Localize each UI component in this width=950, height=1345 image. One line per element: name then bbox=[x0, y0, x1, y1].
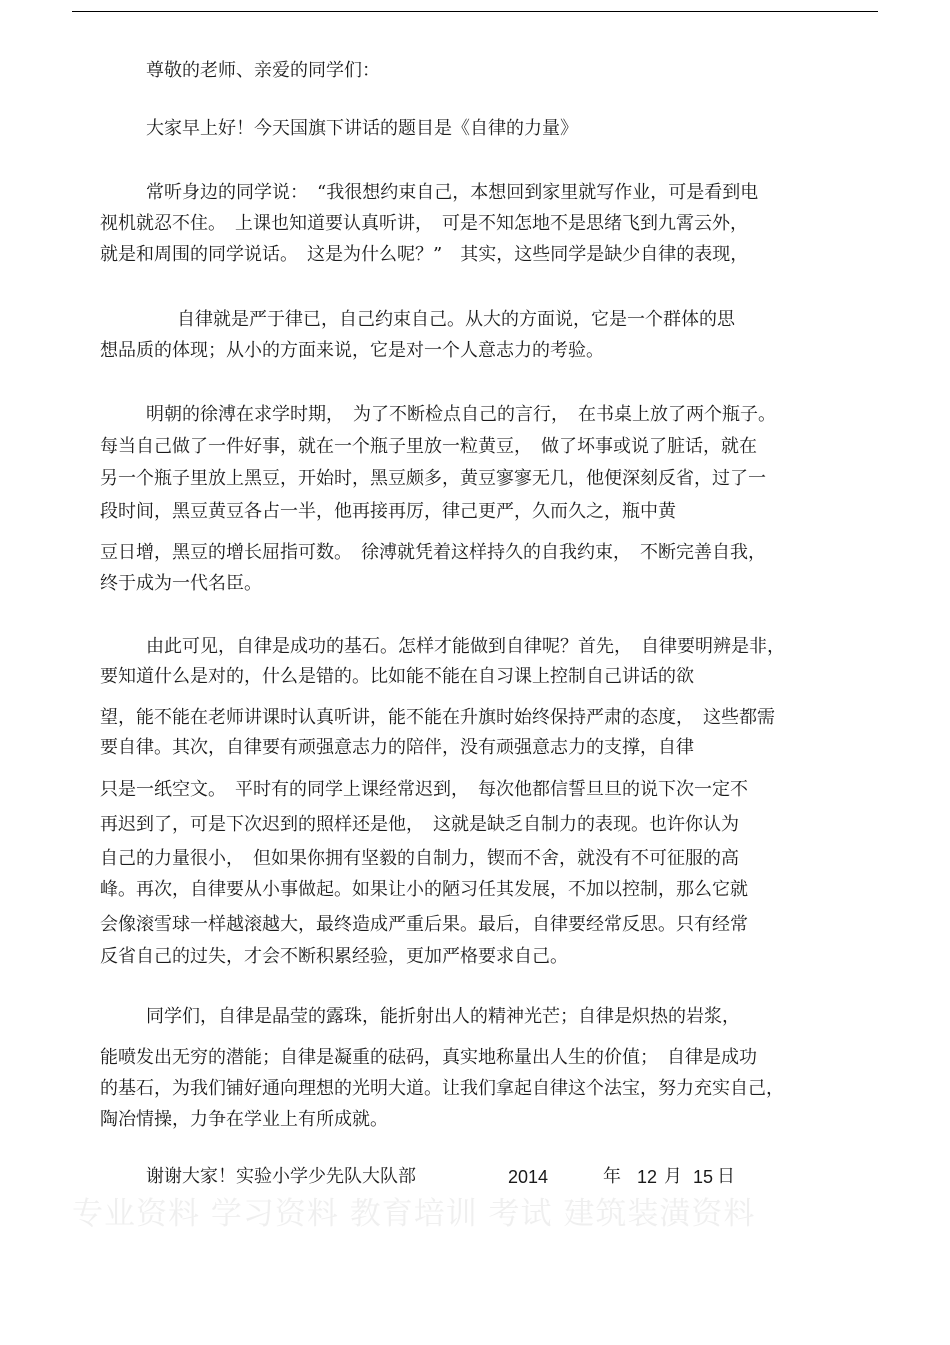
para4-line: 由此可见，自律是成功的基石。怎样才能做到自律呢？首先， 自律要明辨是非， bbox=[146, 636, 785, 657]
para2-line: 自律就是严于律已，自己约束自己。从大的方面说，它是一个群体的思 bbox=[177, 309, 735, 330]
intro-line: 大家早上好！今天国旗下讲话的题目是《自律的力量》 bbox=[146, 118, 578, 139]
para3-line: 每当自己做了一件好事，就在一个瓶子里放一粒黄豆， 做了坏事或说了脏话，就在 bbox=[100, 436, 757, 457]
para2-line: 想品质的体现；从小的方面来说，它是对一个人意志力的考验。 bbox=[100, 340, 604, 361]
header-rule bbox=[72, 11, 878, 12]
para5-line: 同学们，自律是晶莹的露珠，能折射出人的精神光芒；自律是炽热的岩浆， bbox=[146, 1006, 740, 1027]
para3-line: 豆日增，黑豆的增长屈指可数。 徐溥就凭着这样持久的自我约束， 不断完善自我， bbox=[100, 542, 766, 563]
para1-line: 常听身边的同学说： “我很想约束自己，本想回到家里就写作业，可是看到电 bbox=[146, 182, 759, 203]
para5-line: 能喷发出无穷的潜能；自律是凝重的砝码，真实地称量出人生的价值； 自律是成功 bbox=[100, 1047, 757, 1068]
para5-line: 的基石，为我们铺好通向理想的光明大道。让我们拿起自律这个法宝，努力充实自己， bbox=[100, 1078, 784, 1099]
para5-line: 陶冶情操，力争在学业上有所成就。 bbox=[100, 1109, 388, 1130]
para4-line: 只是一纸空文。 平时有的同学上课经常迟到， 每次他都信誓旦旦的说下次一定不 bbox=[100, 779, 748, 800]
para1-line: 就是和周围的同学说话。 这是为什么呢？” 其实，这些同学是缺少自律的表现， bbox=[100, 244, 749, 265]
para4-line: 再迟到了，可是下次迟到的照样还是他， 这就是缺乏自制力的表现。也许你认为 bbox=[100, 814, 739, 835]
closing-year: 2014 bbox=[508, 1167, 549, 1187]
closing-day-unit: 日 bbox=[717, 1166, 735, 1187]
closing-month-unit: 月 bbox=[664, 1166, 682, 1187]
closing-thanks: 谢谢大家！实验小学少先队大队部 bbox=[146, 1166, 416, 1187]
para3-line: 段时间，黑豆黄豆各占一半，他再接再厉，律己更严，久而久之，瓶中黄 bbox=[100, 501, 676, 522]
para4-line: 会像滚雪球一样越滚越大，最终造成严重后果。最后，自律要经常反思。只有经常 bbox=[100, 914, 748, 935]
closing-year-unit: 年 bbox=[603, 1166, 621, 1187]
para4-line: 反省自己的过失，才会不断积累经验，更加严格要求自己。 bbox=[100, 946, 568, 967]
para4-line: 要自律。其次，自律要有顽强意志力的陪伴，没有顽强意志力的支撑，自律 bbox=[100, 737, 694, 758]
para3-line: 明朝的徐溥在求学时期， 为了不断检点自己的言行， 在书桌上放了两个瓶子。 bbox=[146, 404, 776, 425]
para1-line: 视机就忍不住。 上课也知道要认真听讲， 可是不知怎地不是思绪飞到九霄云外， bbox=[100, 213, 748, 234]
para3-line: 终于成为一代名臣。 bbox=[100, 573, 262, 594]
para4-line: 望，能不能在老师讲课时认真听讲，能不能在升旗时始终保持严肃的态度， 这些都需 bbox=[100, 707, 775, 728]
para4-line: 峰。再次，自律要从小事做起。如果让小的陋习任其发展，不加以控制，那么它就 bbox=[100, 879, 748, 900]
greeting: 尊敬的老师、亲爱的同学们： bbox=[146, 60, 380, 81]
closing-month: 12 bbox=[637, 1167, 658, 1187]
watermark-text: 专业资料 学习资料 教育培训 考试 建筑装潢资料 bbox=[72, 1196, 756, 1232]
para4-line: 要知道什么是对的，什么是错的。比如能不能在自习课上控制自己讲话的欲 bbox=[100, 666, 694, 687]
para4-line: 自己的力量很小， 但如果你拥有坚毅的自制力，锲而不舍，就没有不可征服的高 bbox=[100, 848, 739, 869]
closing-day: 15 bbox=[693, 1167, 714, 1187]
para3-line: 另一个瓶子里放上黑豆，开始时，黑豆颇多，黄豆寥寥无几，他便深刻反省，过了一 bbox=[100, 468, 766, 489]
